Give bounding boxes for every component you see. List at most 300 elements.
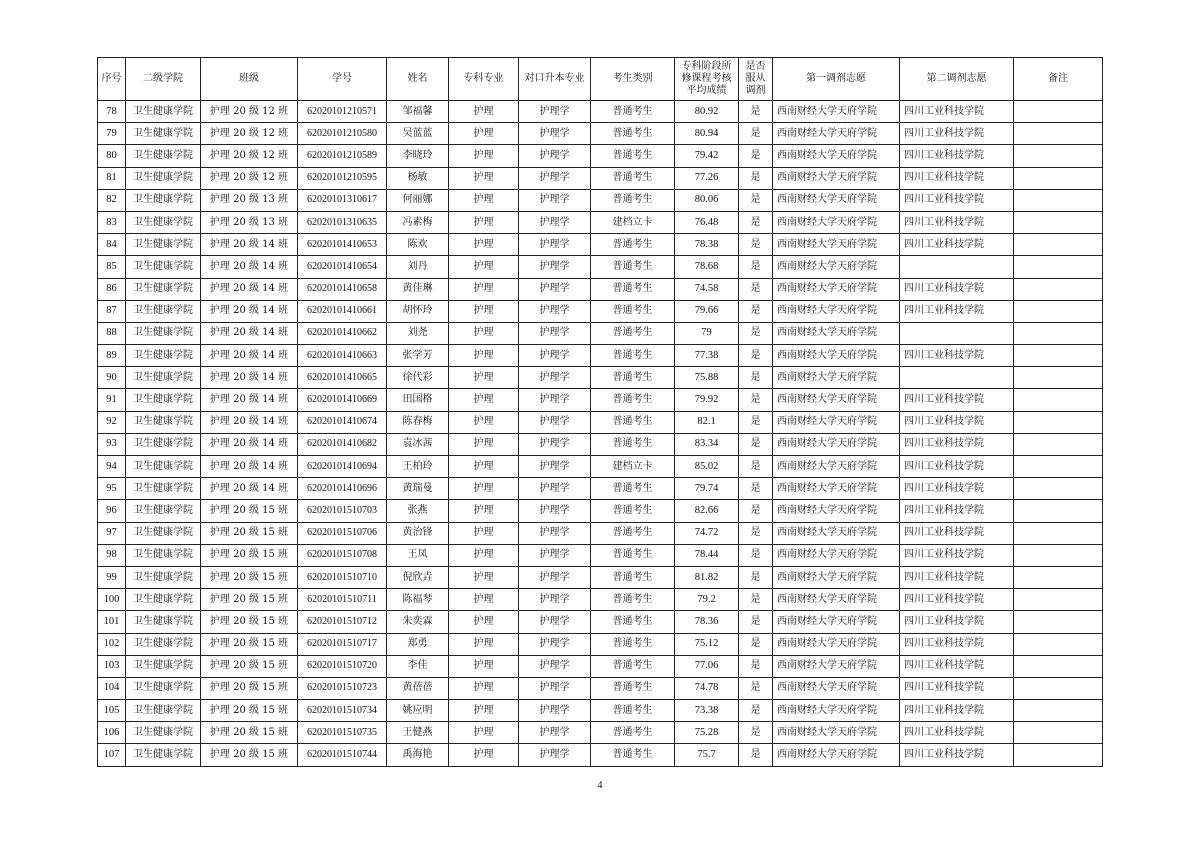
cell-average-score: 75.12 (675, 633, 739, 655)
cell-remarks (1014, 411, 1103, 433)
cell-index: 78 (98, 101, 126, 123)
cell-class: 护理 20 级 13 班 (201, 211, 298, 233)
cell-college: 卫生健康学院 (126, 234, 201, 256)
cell-accept-adjustment: 是 (739, 655, 773, 677)
cell-accept-adjustment: 是 (739, 234, 773, 256)
cell-average-score: 76.48 (675, 211, 739, 233)
cell-name: 李佳 (387, 655, 449, 677)
cell-target-major: 护理学 (519, 478, 591, 500)
cell-student-id: 62020101210589 (298, 145, 387, 167)
cell-name: 禹海艳 (387, 744, 449, 766)
cell-first-choice: 西南财经大学天府学院 (773, 722, 900, 744)
cell-remarks (1014, 234, 1103, 256)
cell-college: 卫生健康学院 (126, 189, 201, 211)
header-col-student-id: 学号 (298, 58, 387, 101)
cell-major: 护理 (449, 256, 519, 278)
header-col-index: 序号 (98, 58, 126, 101)
cell-remarks (1014, 167, 1103, 189)
cell-target-major: 护理学 (519, 744, 591, 766)
cell-index: 79 (98, 123, 126, 145)
adjustment-volunteer-table (97, 57, 1103, 767)
cell-college: 卫生健康学院 (126, 211, 201, 233)
cell-name: 朱奕霖 (387, 611, 449, 633)
cell-accept-adjustment: 是 (739, 522, 773, 544)
cell-name: 徐代彩 (387, 367, 449, 389)
cell-student-id: 62020101410654 (298, 256, 387, 278)
cell-first-choice: 西南财经大学天府学院 (773, 589, 900, 611)
cell-class: 护理 20 级 15 班 (201, 655, 298, 677)
cell-target-major: 护理学 (519, 322, 591, 344)
cell-second-choice: 四川工业科技学院 (900, 633, 1014, 655)
cell-student-id: 62020101510744 (298, 744, 387, 766)
cell-second-choice: 四川工业科技学院 (900, 345, 1014, 367)
cell-remarks (1014, 589, 1103, 611)
cell-major: 护理 (449, 123, 519, 145)
cell-student-id: 62020101410653 (298, 234, 387, 256)
cell-accept-adjustment: 是 (739, 633, 773, 655)
cell-first-choice: 西南财经大学天府学院 (773, 456, 900, 478)
cell-average-score: 74.58 (675, 278, 739, 300)
cell-first-choice: 西南财经大学天府学院 (773, 478, 900, 500)
cell-index: 107 (98, 744, 126, 766)
cell-index: 82 (98, 189, 126, 211)
cell-remarks (1014, 677, 1103, 699)
cell-first-choice: 西南财经大学天府学院 (773, 189, 900, 211)
cell-student-id: 62020101510723 (298, 677, 387, 699)
cell-remarks (1014, 123, 1103, 145)
cell-name: 胡怀玲 (387, 300, 449, 322)
cell-remarks (1014, 522, 1103, 544)
cell-major: 护理 (449, 322, 519, 344)
cell-accept-adjustment: 是 (739, 478, 773, 500)
cell-major: 护理 (449, 456, 519, 478)
cell-major: 护理 (449, 677, 519, 699)
cell-student-id: 62020101410682 (298, 433, 387, 455)
cell-index: 98 (98, 544, 126, 566)
cell-major: 护理 (449, 389, 519, 411)
header-col-first-choice: 第一调剂志愿 (773, 58, 900, 101)
cell-class: 护理 20 级 15 班 (201, 677, 298, 699)
cell-first-choice: 西南财经大学天府学院 (773, 744, 900, 766)
cell-college: 卫生健康学院 (126, 456, 201, 478)
table-row (98, 456, 1103, 478)
cell-accept-adjustment: 是 (739, 589, 773, 611)
cell-remarks (1014, 189, 1103, 211)
cell-student-id: 62020101210595 (298, 167, 387, 189)
cell-name: 张燕 (387, 500, 449, 522)
cell-major: 护理 (449, 101, 519, 123)
cell-category: 普通考生 (591, 167, 675, 189)
cell-class: 护理 20 级 14 班 (201, 367, 298, 389)
cell-first-choice: 西南财经大学天府学院 (773, 123, 900, 145)
cell-student-id: 62020101510720 (298, 655, 387, 677)
cell-accept-adjustment: 是 (739, 433, 773, 455)
cell-index: 105 (98, 700, 126, 722)
cell-category: 普通考生 (591, 677, 675, 699)
cell-first-choice: 西南财经大学天府学院 (773, 211, 900, 233)
cell-index: 89 (98, 345, 126, 367)
cell-first-choice: 西南财经大学天府学院 (773, 256, 900, 278)
cell-category: 普通考生 (591, 345, 675, 367)
cell-average-score: 79.74 (675, 478, 739, 500)
cell-first-choice: 西南财经大学天府学院 (773, 544, 900, 566)
cell-student-id: 62020101510712 (298, 611, 387, 633)
table-row (98, 145, 1103, 167)
table-row (98, 677, 1103, 699)
cell-target-major: 护理学 (519, 145, 591, 167)
cell-target-major: 护理学 (519, 722, 591, 744)
cell-second-choice: 四川工业科技学院 (900, 589, 1014, 611)
cell-major: 护理 (449, 566, 519, 588)
header-col-second-choice: 第二调剂志愿 (900, 58, 1014, 101)
cell-second-choice: 四川工业科技学院 (900, 478, 1014, 500)
cell-second-choice: 四川工业科技学院 (900, 389, 1014, 411)
cell-remarks (1014, 145, 1103, 167)
cell-major: 护理 (449, 611, 519, 633)
cell-name: 张学芳 (387, 345, 449, 367)
header-col-accept-adjustment: 是否服从调剂 (739, 58, 773, 101)
cell-category: 普通考生 (591, 500, 675, 522)
cell-college: 卫生健康学院 (126, 522, 201, 544)
cell-student-id: 62020101510706 (298, 522, 387, 544)
cell-college: 卫生健康学院 (126, 544, 201, 566)
cell-major: 护理 (449, 478, 519, 500)
cell-accept-adjustment: 是 (739, 256, 773, 278)
cell-name: 田国格 (387, 389, 449, 411)
cell-index: 101 (98, 611, 126, 633)
cell-category: 普通考生 (591, 700, 675, 722)
cell-first-choice: 西南财经大学天府学院 (773, 322, 900, 344)
cell-remarks (1014, 500, 1103, 522)
table-row (98, 611, 1103, 633)
cell-second-choice: 四川工业科技学院 (900, 677, 1014, 699)
cell-accept-adjustment: 是 (739, 722, 773, 744)
cell-accept-adjustment: 是 (739, 101, 773, 123)
cell-major: 护理 (449, 367, 519, 389)
cell-average-score: 74.78 (675, 677, 739, 699)
cell-target-major: 护理学 (519, 433, 591, 455)
cell-major: 护理 (449, 633, 519, 655)
cell-college: 卫生健康学院 (126, 256, 201, 278)
cell-major: 护理 (449, 744, 519, 766)
cell-index: 83 (98, 211, 126, 233)
cell-student-id: 62020101410694 (298, 456, 387, 478)
cell-student-id: 62020101510711 (298, 589, 387, 611)
cell-first-choice: 西南财经大学天府学院 (773, 389, 900, 411)
cell-name: 郑勇 (387, 633, 449, 655)
header-col-class: 班级 (201, 58, 298, 101)
cell-category: 普通考生 (591, 278, 675, 300)
cell-index: 102 (98, 633, 126, 655)
table-row (98, 300, 1103, 322)
cell-college: 卫生健康学院 (126, 300, 201, 322)
cell-name: 李晓玲 (387, 145, 449, 167)
cell-second-choice: 四川工业科技学院 (900, 300, 1014, 322)
cell-target-major: 护理学 (519, 167, 591, 189)
cell-first-choice: 西南财经大学天府学院 (773, 433, 900, 455)
cell-average-score: 79.42 (675, 145, 739, 167)
cell-student-id: 62020101310617 (298, 189, 387, 211)
table-row (98, 522, 1103, 544)
cell-category: 普通考生 (591, 589, 675, 611)
cell-college: 卫生健康学院 (126, 367, 201, 389)
cell-major: 护理 (449, 167, 519, 189)
cell-target-major: 护理学 (519, 345, 591, 367)
cell-student-id: 62020101410658 (298, 278, 387, 300)
cell-class: 护理 20 级 14 班 (201, 322, 298, 344)
cell-second-choice: 四川工业科技学院 (900, 167, 1014, 189)
cell-name: 黄蓓蓓 (387, 677, 449, 699)
cell-category: 普通考生 (591, 566, 675, 588)
cell-college: 卫生健康学院 (126, 433, 201, 455)
cell-category: 普通考生 (591, 101, 675, 123)
table-row (98, 633, 1103, 655)
cell-class: 护理 20 级 15 班 (201, 589, 298, 611)
cell-second-choice (900, 322, 1014, 344)
cell-target-major: 护理学 (519, 611, 591, 633)
cell-remarks (1014, 433, 1103, 455)
cell-first-choice: 西南财经大学天府学院 (773, 655, 900, 677)
cell-major: 护理 (449, 189, 519, 211)
cell-target-major: 护理学 (519, 655, 591, 677)
cell-class: 护理 20 级 12 班 (201, 101, 298, 123)
cell-index: 106 (98, 722, 126, 744)
cell-student-id: 62020101510734 (298, 700, 387, 722)
cell-index: 81 (98, 167, 126, 189)
cell-remarks (1014, 544, 1103, 566)
header-col-remarks: 备注 (1014, 58, 1103, 101)
cell-category: 普通考生 (591, 722, 675, 744)
cell-target-major: 护理学 (519, 677, 591, 699)
table-row (98, 411, 1103, 433)
cell-category: 普通考生 (591, 411, 675, 433)
cell-average-score: 79 (675, 322, 739, 344)
table-row (98, 700, 1103, 722)
cell-student-id: 62020101210580 (298, 123, 387, 145)
cell-class: 护理 20 级 14 班 (201, 234, 298, 256)
table-row (98, 322, 1103, 344)
header-col-major: 专科专业 (449, 58, 519, 101)
cell-name: 邹福馨 (387, 101, 449, 123)
cell-remarks (1014, 456, 1103, 478)
cell-average-score: 75.28 (675, 722, 739, 744)
cell-second-choice (900, 256, 1014, 278)
cell-target-major: 护理学 (519, 389, 591, 411)
cell-class: 护理 20 级 14 班 (201, 256, 298, 278)
cell-target-major: 护理学 (519, 633, 591, 655)
cell-second-choice: 四川工业科技学院 (900, 655, 1014, 677)
cell-target-major: 护理学 (519, 522, 591, 544)
cell-index: 90 (98, 367, 126, 389)
cell-index: 93 (98, 433, 126, 455)
cell-remarks (1014, 256, 1103, 278)
cell-major: 护理 (449, 500, 519, 522)
cell-accept-adjustment: 是 (739, 167, 773, 189)
cell-average-score: 81.82 (675, 566, 739, 588)
table-row (98, 189, 1103, 211)
cell-name: 杨敏 (387, 167, 449, 189)
cell-target-major: 护理学 (519, 544, 591, 566)
table-row (98, 234, 1103, 256)
page-number: 4 (597, 780, 603, 791)
header-row (98, 58, 1103, 101)
cell-first-choice: 西南财经大学天府学院 (773, 367, 900, 389)
cell-accept-adjustment: 是 (739, 411, 773, 433)
cell-category: 普通考生 (591, 389, 675, 411)
cell-class: 护理 20 级 14 班 (201, 433, 298, 455)
cell-average-score: 82.66 (675, 500, 739, 522)
cell-first-choice: 西南财经大学天府学院 (773, 411, 900, 433)
cell-index: 91 (98, 389, 126, 411)
table-row (98, 655, 1103, 677)
cell-target-major: 护理学 (519, 456, 591, 478)
cell-accept-adjustment: 是 (739, 123, 773, 145)
cell-accept-adjustment: 是 (739, 544, 773, 566)
cell-college: 卫生健康学院 (126, 322, 201, 344)
cell-target-major: 护理学 (519, 211, 591, 233)
cell-student-id: 62020101510710 (298, 566, 387, 588)
cell-major: 护理 (449, 655, 519, 677)
cell-target-major: 护理学 (519, 101, 591, 123)
cell-average-score: 80.94 (675, 123, 739, 145)
header-col-average-score: 专科阶段所修课程考核平均成绩 (675, 58, 739, 101)
cell-index: 100 (98, 589, 126, 611)
cell-index: 99 (98, 566, 126, 588)
cell-remarks (1014, 278, 1103, 300)
cell-college: 卫生健康学院 (126, 655, 201, 677)
cell-target-major: 护理学 (519, 278, 591, 300)
cell-remarks (1014, 633, 1103, 655)
table-row (98, 478, 1103, 500)
cell-remarks (1014, 744, 1103, 766)
cell-college: 卫生健康学院 (126, 101, 201, 123)
cell-second-choice (900, 367, 1014, 389)
cell-name: 姚应明 (387, 700, 449, 722)
cell-index: 84 (98, 234, 126, 256)
cell-remarks (1014, 655, 1103, 677)
cell-category: 普通考生 (591, 544, 675, 566)
cell-major: 护理 (449, 234, 519, 256)
table-row (98, 589, 1103, 611)
cell-student-id: 62020101510708 (298, 544, 387, 566)
cell-accept-adjustment: 是 (739, 278, 773, 300)
cell-name: 何丽娜 (387, 189, 449, 211)
cell-major: 护理 (449, 589, 519, 611)
cell-student-id: 62020101510717 (298, 633, 387, 655)
table-row (98, 744, 1103, 766)
cell-category: 普通考生 (591, 256, 675, 278)
cell-second-choice: 四川工业科技学院 (900, 500, 1014, 522)
cell-average-score: 74.72 (675, 522, 739, 544)
cell-category: 普通考生 (591, 322, 675, 344)
cell-accept-adjustment: 是 (739, 367, 773, 389)
cell-average-score: 73.38 (675, 700, 739, 722)
cell-college: 卫生健康学院 (126, 389, 201, 411)
table-row (98, 345, 1103, 367)
cell-category: 普通考生 (591, 145, 675, 167)
cell-accept-adjustment: 是 (739, 744, 773, 766)
cell-college: 卫生健康学院 (126, 123, 201, 145)
cell-category: 普通考生 (591, 367, 675, 389)
cell-average-score: 75.88 (675, 367, 739, 389)
cell-average-score: 80.92 (675, 101, 739, 123)
cell-college: 卫生健康学院 (126, 345, 201, 367)
header-col-category: 考生类别 (591, 58, 675, 101)
cell-average-score: 77.38 (675, 345, 739, 367)
cell-major: 护理 (449, 544, 519, 566)
cell-major: 护理 (449, 433, 519, 455)
cell-second-choice: 四川工业科技学院 (900, 433, 1014, 455)
cell-major: 护理 (449, 522, 519, 544)
cell-class: 护理 20 级 14 班 (201, 456, 298, 478)
cell-second-choice: 四川工业科技学院 (900, 611, 1014, 633)
cell-target-major: 护理学 (519, 411, 591, 433)
cell-name: 王柏玲 (387, 456, 449, 478)
cell-major: 护理 (449, 211, 519, 233)
cell-accept-adjustment: 是 (739, 611, 773, 633)
cell-remarks (1014, 211, 1103, 233)
cell-second-choice: 四川工业科技学院 (900, 189, 1014, 211)
cell-major: 护理 (449, 145, 519, 167)
cell-remarks (1014, 101, 1103, 123)
cell-class: 护理 20 级 15 班 (201, 544, 298, 566)
cell-category: 普通考生 (591, 655, 675, 677)
cell-accept-adjustment: 是 (739, 189, 773, 211)
cell-first-choice: 西南财经大学天府学院 (773, 566, 900, 588)
cell-class: 护理 20 级 14 班 (201, 411, 298, 433)
cell-second-choice: 四川工业科技学院 (900, 101, 1014, 123)
cell-class: 护理 20 级 13 班 (201, 189, 298, 211)
cell-second-choice: 四川工业科技学院 (900, 544, 1014, 566)
cell-remarks (1014, 300, 1103, 322)
cell-category: 普通考生 (591, 189, 675, 211)
cell-first-choice: 西南财经大学天府学院 (773, 278, 900, 300)
table-row (98, 544, 1103, 566)
cell-college: 卫生健康学院 (126, 611, 201, 633)
cell-student-id: 62020101410663 (298, 345, 387, 367)
cell-class: 护理 20 级 15 班 (201, 611, 298, 633)
cell-target-major: 护理学 (519, 500, 591, 522)
cell-class: 护理 20 级 14 班 (201, 278, 298, 300)
cell-first-choice: 西南财经大学天府学院 (773, 234, 900, 256)
cell-second-choice: 四川工业科技学院 (900, 123, 1014, 145)
cell-accept-adjustment: 是 (739, 389, 773, 411)
cell-average-score: 78.36 (675, 611, 739, 633)
cell-index: 103 (98, 655, 126, 677)
cell-first-choice: 西南财经大学天府学院 (773, 145, 900, 167)
cell-student-id: 62020101210571 (298, 101, 387, 123)
cell-college: 卫生健康学院 (126, 145, 201, 167)
cell-category: 普通考生 (591, 633, 675, 655)
table-row (98, 500, 1103, 522)
cell-college: 卫生健康学院 (126, 700, 201, 722)
header-col-college: 二级学院 (126, 58, 201, 101)
cell-first-choice: 西南财经大学天府学院 (773, 700, 900, 722)
cell-second-choice: 四川工业科技学院 (900, 456, 1014, 478)
cell-name: 黄瑞曼 (387, 478, 449, 500)
cell-target-major: 护理学 (519, 367, 591, 389)
cell-category: 普通考生 (591, 611, 675, 633)
cell-category: 建档立卡 (591, 456, 675, 478)
cell-first-choice: 西南财经大学天府学院 (773, 500, 900, 522)
cell-average-score: 80.06 (675, 189, 739, 211)
cell-name: 黄佳琳 (387, 278, 449, 300)
cell-second-choice: 四川工业科技学院 (900, 722, 1014, 744)
cell-remarks (1014, 700, 1103, 722)
cell-college: 卫生健康学院 (126, 589, 201, 611)
table-row (98, 211, 1103, 233)
cell-class: 护理 20 级 14 班 (201, 345, 298, 367)
